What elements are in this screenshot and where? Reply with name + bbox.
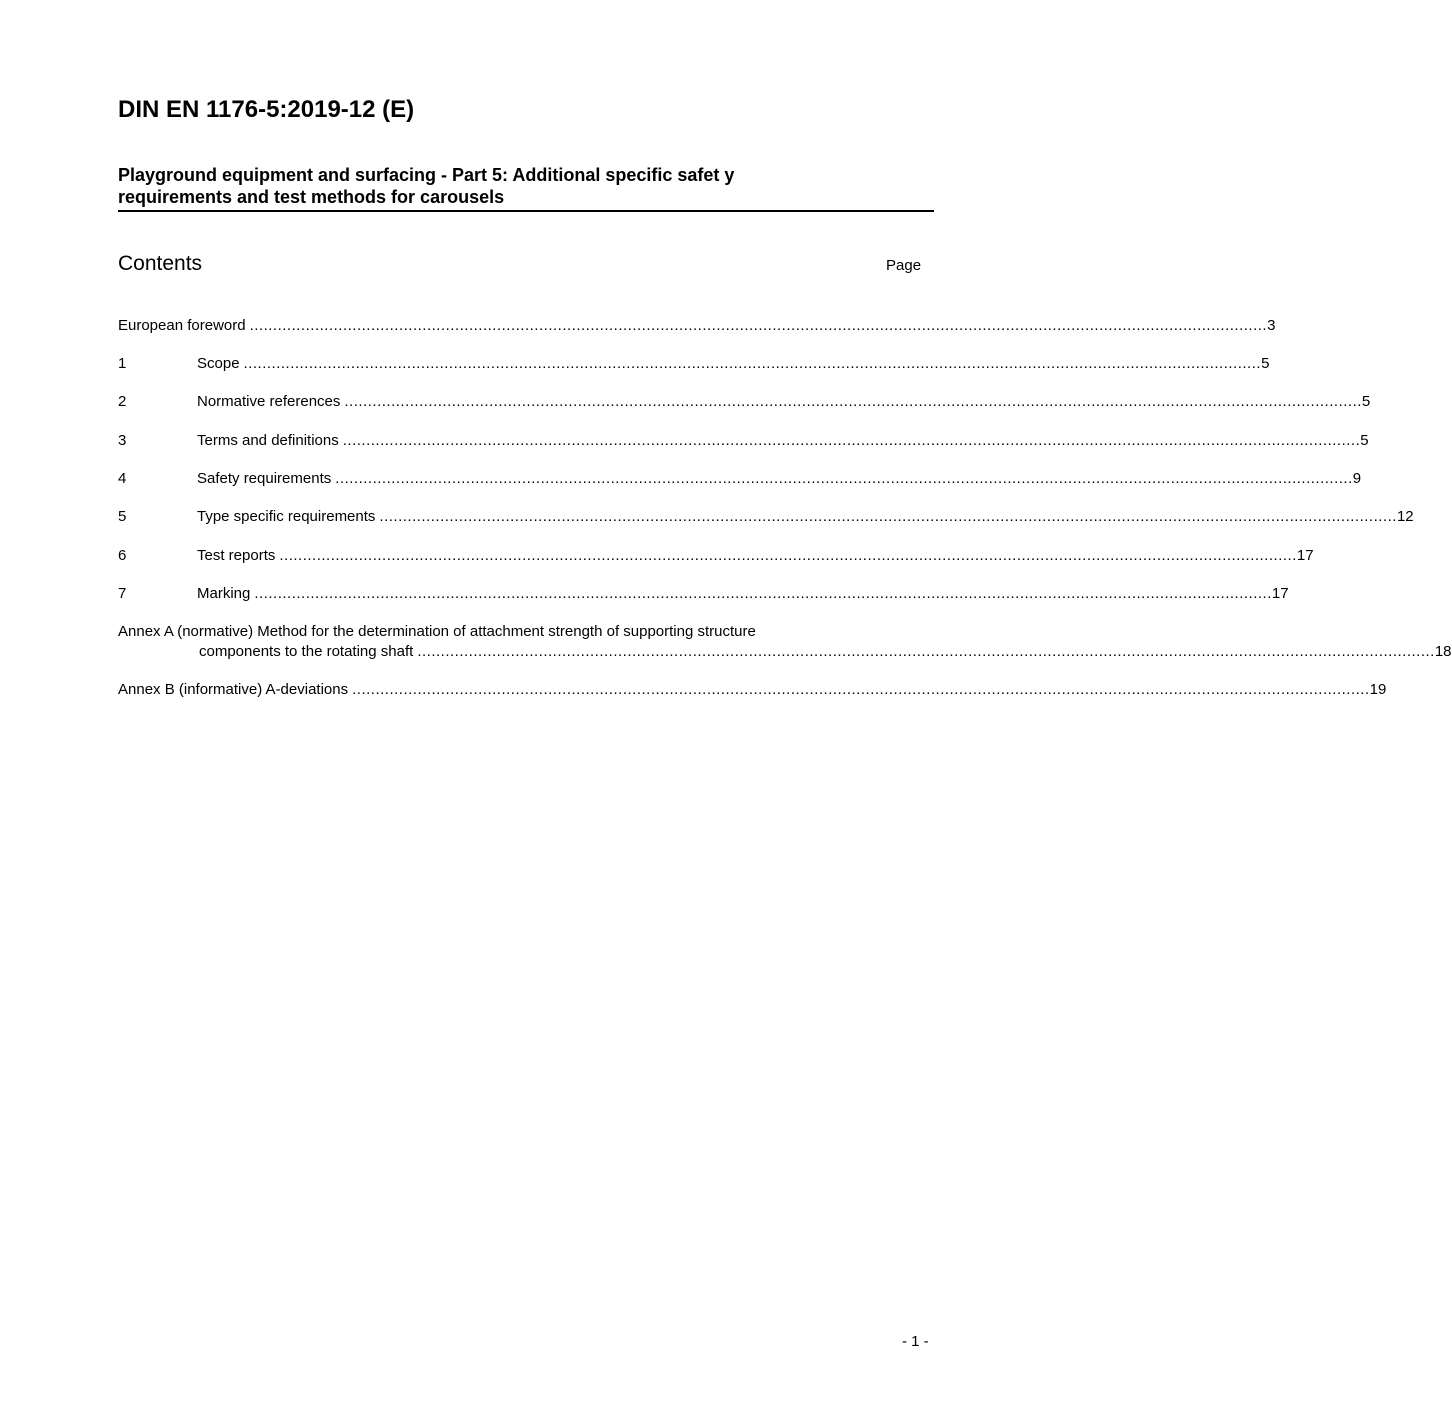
toc-entry-page: 9: [1352, 470, 1362, 487]
toc-entry-number: 1: [118, 355, 127, 372]
toc-leader-dots: ..........................................................................................................................................................................................................................: [352, 681, 1370, 698]
toc-entry-label: Safety requirements: [197, 470, 332, 487]
toc-entry-label: Test reports: [197, 547, 276, 564]
document-title: DIN EN 1176-5:2019-12 (E): [118, 96, 415, 123]
toc-entry-number: 4: [118, 470, 127, 487]
toc-entry-test-reports[interactable]: [118, 546, 1314, 566]
subtitle-line-1: Playground equipment and surfacing - Part 5: Additional specific safet y: [118, 165, 735, 185]
toc-entry-label: European foreword: [118, 317, 246, 334]
toc-entry-number: 2: [118, 393, 127, 410]
toc-entry-label-line-1: Annex A (normative) Method for the determination of attachment strength of supporting structure: [118, 623, 756, 640]
toc-entry-label-line-2: components to the rotating shaft: [199, 643, 414, 660]
toc-entry-annex-b[interactable]: [118, 680, 1387, 700]
toc-entry-marking[interactable]: [118, 584, 1289, 604]
toc-entry-normative-references[interactable]: [118, 392, 1371, 412]
document-subtitle: [118, 164, 934, 208]
toc-entry-page: 17: [1271, 585, 1289, 602]
toc-leader-dots: ..........................................................................................................................................................................................................................: [279, 547, 1297, 564]
toc-entry-page: 5: [1261, 355, 1270, 372]
toc-leader-dots: ..........................................................................................................................................................................................................................: [335, 470, 1353, 487]
toc-leader-dots: ..........................................................................................................................................................................................................................: [342, 432, 1361, 449]
toc-leader-dots: ..........................................................................................................................................................................................................................: [417, 643, 1435, 660]
toc-entry-page: 17: [1296, 547, 1314, 564]
toc-entry-number: 7: [118, 585, 127, 602]
page-column-heading: Page: [886, 257, 922, 274]
toc-entry-label: Annex B (informative) A-deviations: [118, 681, 349, 698]
toc-leader-dots: ..........................................................................................................................................................................................................................: [249, 317, 1268, 334]
toc-entry-page: 5: [1361, 393, 1371, 410]
toc-entry-page: 12: [1396, 508, 1414, 525]
toc-entry-european-foreword[interactable]: [118, 316, 1276, 336]
toc-entry-page: 3: [1267, 317, 1276, 334]
subtitle-line-2: requirements and test methods for carousels: [118, 187, 505, 207]
toc-entry-label: Type specific requirements: [197, 508, 376, 525]
toc-entry-label: Terms and definitions: [197, 432, 339, 449]
toc-entry-terms-and-definitions[interactable]: [118, 431, 1369, 451]
toc-entry-label: Normative references: [197, 393, 341, 410]
toc-entry-page: 19: [1369, 681, 1387, 698]
title-divider: [118, 210, 934, 212]
toc-leader-dots: ..........................................................................................................................................................................................................................: [243, 355, 1262, 372]
page-number: - 1 -: [902, 1333, 929, 1350]
toc-entry-number: 6: [118, 547, 127, 564]
toc-entry-label: Scope: [197, 355, 240, 372]
toc-entry-scope[interactable]: [118, 354, 1270, 374]
toc-entry-type-specific-requirements[interactable]: [118, 507, 1414, 527]
toc-entry-number: 5: [118, 508, 127, 525]
toc-entry-page: 5: [1360, 432, 1369, 449]
toc-leader-dots: ..........................................................................................................................................................................................................................: [254, 585, 1272, 602]
contents-heading: Contents: [118, 252, 203, 275]
toc-leader-dots: ..........................................................................................................................................................................................................................: [379, 508, 1397, 525]
toc-entry-label: Marking: [197, 585, 251, 602]
toc-entry-number: 3: [118, 432, 127, 449]
toc-entry-page: 18: [1434, 643, 1452, 660]
toc-leader-dots: ..........................................................................................................................................................................................................................: [344, 393, 1362, 410]
toc-entry-safety-requirements[interactable]: [118, 469, 1362, 489]
